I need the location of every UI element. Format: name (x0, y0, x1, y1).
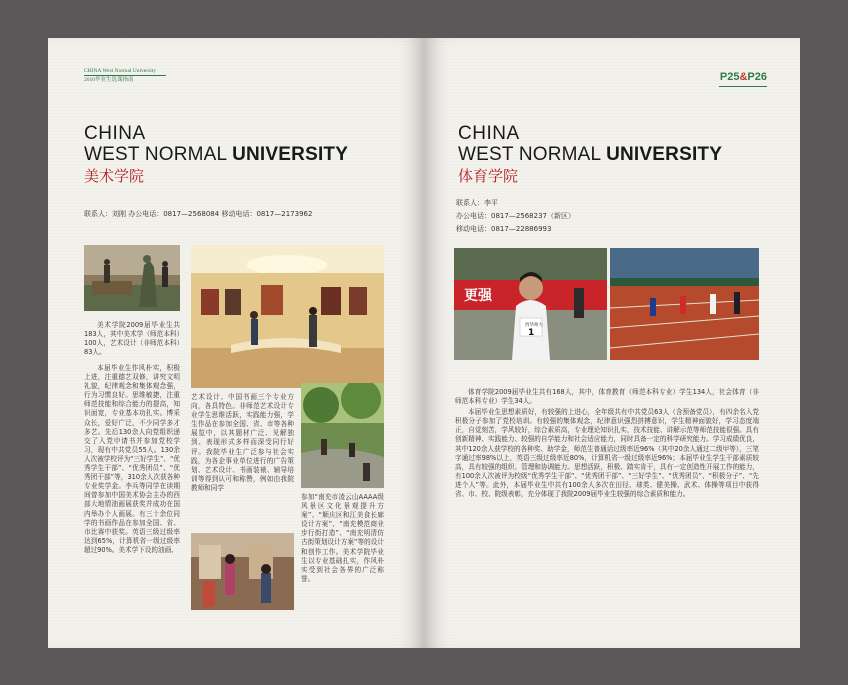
office-phone: 办公电话：0817—2568237（新区） (456, 212, 575, 220)
left-page-header (84, 68, 166, 84)
page-title (84, 123, 348, 187)
header-university-name: CHINA West Normal University (84, 68, 157, 74)
outdoor-sketching-photo (301, 383, 384, 488)
body-column-1: 本届毕业生作风朴实，积极上进，注重德艺双修，讲究文明礼貌，纪律观念和集体观念强，行为习惯良好。思维敏捷，注重师范技能和综合能力的提高，知识面宽，专业基本功扎实。博采众长，爱好广泛，不少同学多才多艺。先后130余人向党组织递交了入党申请书并参加党校学习，现有中共党员55人。130余人次被学校评为“三好学生”、“优秀学生干部”、“优秀团员”、“优秀团干部”等，310余人次获各种专业奖学金。李兵等同学在读期间曾参加中国美术协会主办的西部大地情油画展获奖并成功在国内举办个人画展。有三十余位同学的书画作品在参加全国、省、市比赛中获奖。英语三级过级率达到65%，计算机省一级过级率超过90%。美术学下设的油画、 (84, 364, 180, 554)
intro-paragraph: 美术学院2009届毕业生共183人，其中美术学（师范本科）100人，艺术设计（非师范本科）83人。 (84, 321, 180, 357)
page-title (458, 123, 722, 187)
department-name: 体育学院 (458, 168, 519, 185)
runner-photo (454, 248, 607, 360)
title-line1: CHINA (458, 123, 520, 144)
track-race-photo (610, 248, 759, 360)
title-line2: WEST NORMAL UNIVERSITY (458, 144, 723, 165)
bib-school: 西华师大 (525, 323, 543, 328)
body-column-3: 参加“南充市凌云山AAAA级风景区文化景观提升方案”、“顺庆区和江美食长廊设计方案”、“南充模范商业步行街打造”、“南充明清仿古街策划设计方案”等的设计和创作工作。美术学院毕业生以专业基础扎实，作风朴实受到社会各界的广泛称誉。 (301, 493, 384, 583)
contact-block (456, 197, 575, 236)
department-name: 美术学院 (84, 168, 145, 185)
art-gallery-photo (191, 245, 384, 388)
page-number-header: P25&P26 (719, 71, 767, 83)
banner-text: 更强 (464, 288, 492, 304)
title-line1: CHINA (84, 123, 146, 144)
header-guide-title: 2010毕业生选课指南 (84, 77, 134, 83)
sculpture-studio-photo (84, 245, 180, 311)
right-body-text: 体育学院2009届毕业生共有168人，其中，体育教育（师范本科专业）学生134人，社会体育（非师范本科专业）学生34人。 本届毕业生思想素质好，有较强的上进心，全年级共有中共党员63人（含预备党员），有四余名入党积极分子参加了党校培训。有较强的集体观念，纪律意识强烈拼搏意识，学生精神面貌好，学习态度端正，自觉刻苦，学风较好，综合素质高，专业理论知识扎实，技术技能、讲解示范等师范技能很强。具有创新精神、实践能力、较强的自学能力和社会适应能力，同时具备一定的科学研究能力。学习成绩优良，其中120余人获学校的各种奖、助学金，师范生普通话过级率近96%（其中20余人通过二级甲等），三笔字通过率98%以上，英语三级过级率近80%，计算机省一级过级率近96%；本届毕业生学生干部素质较高，具有较强的组织、管理和协调能力。思想活跃，积极、踏实肯干，具有一定创造性开展工作的能力，有100余人次被评为校级“优秀学生干部”、“优秀团干部”、“三好学生”、“优秀团员”、“积极分子”、“先进个人”等。此外，本届毕业生中共有100余人多次在田径、球类、健美操、武术、体操等项目中获得省、市、校、院级表彰，充分体现了我院2009届毕业生较强的综合素质和能力。 (455, 388, 759, 499)
mobile-phone: 移动电话：0817—22886993 (456, 225, 552, 233)
right-page (424, 38, 800, 648)
contact-person: 联系人：李平 (456, 199, 498, 207)
contact-line: 联系人：刘刚 办公电话：0817—2568084 移动电话：0817—2173962 (84, 210, 313, 218)
title-line2: WEST NORMAL UNIVERSITY (84, 144, 349, 165)
painting-class-photo (191, 533, 294, 610)
body-column-2: 艺术设计、中国书画三个专业方向，各具特色。非师范艺术设计专业学生思维活跃，实践能力强，学生作品在参加全国、省、市等各种展览中，以其题材广泛、见解独到、表现形式多样而深受同行好评。我院毕业生广泛参与社会实践，为各企事业单位进行的广告策划、艺术设计、书画装裱、辅导培训等得到认可和称赞，例如由我院教师和同学 (191, 393, 294, 492)
bib-number: 1 (528, 328, 535, 338)
left-page (48, 38, 424, 648)
brochure-spread (48, 38, 800, 648)
